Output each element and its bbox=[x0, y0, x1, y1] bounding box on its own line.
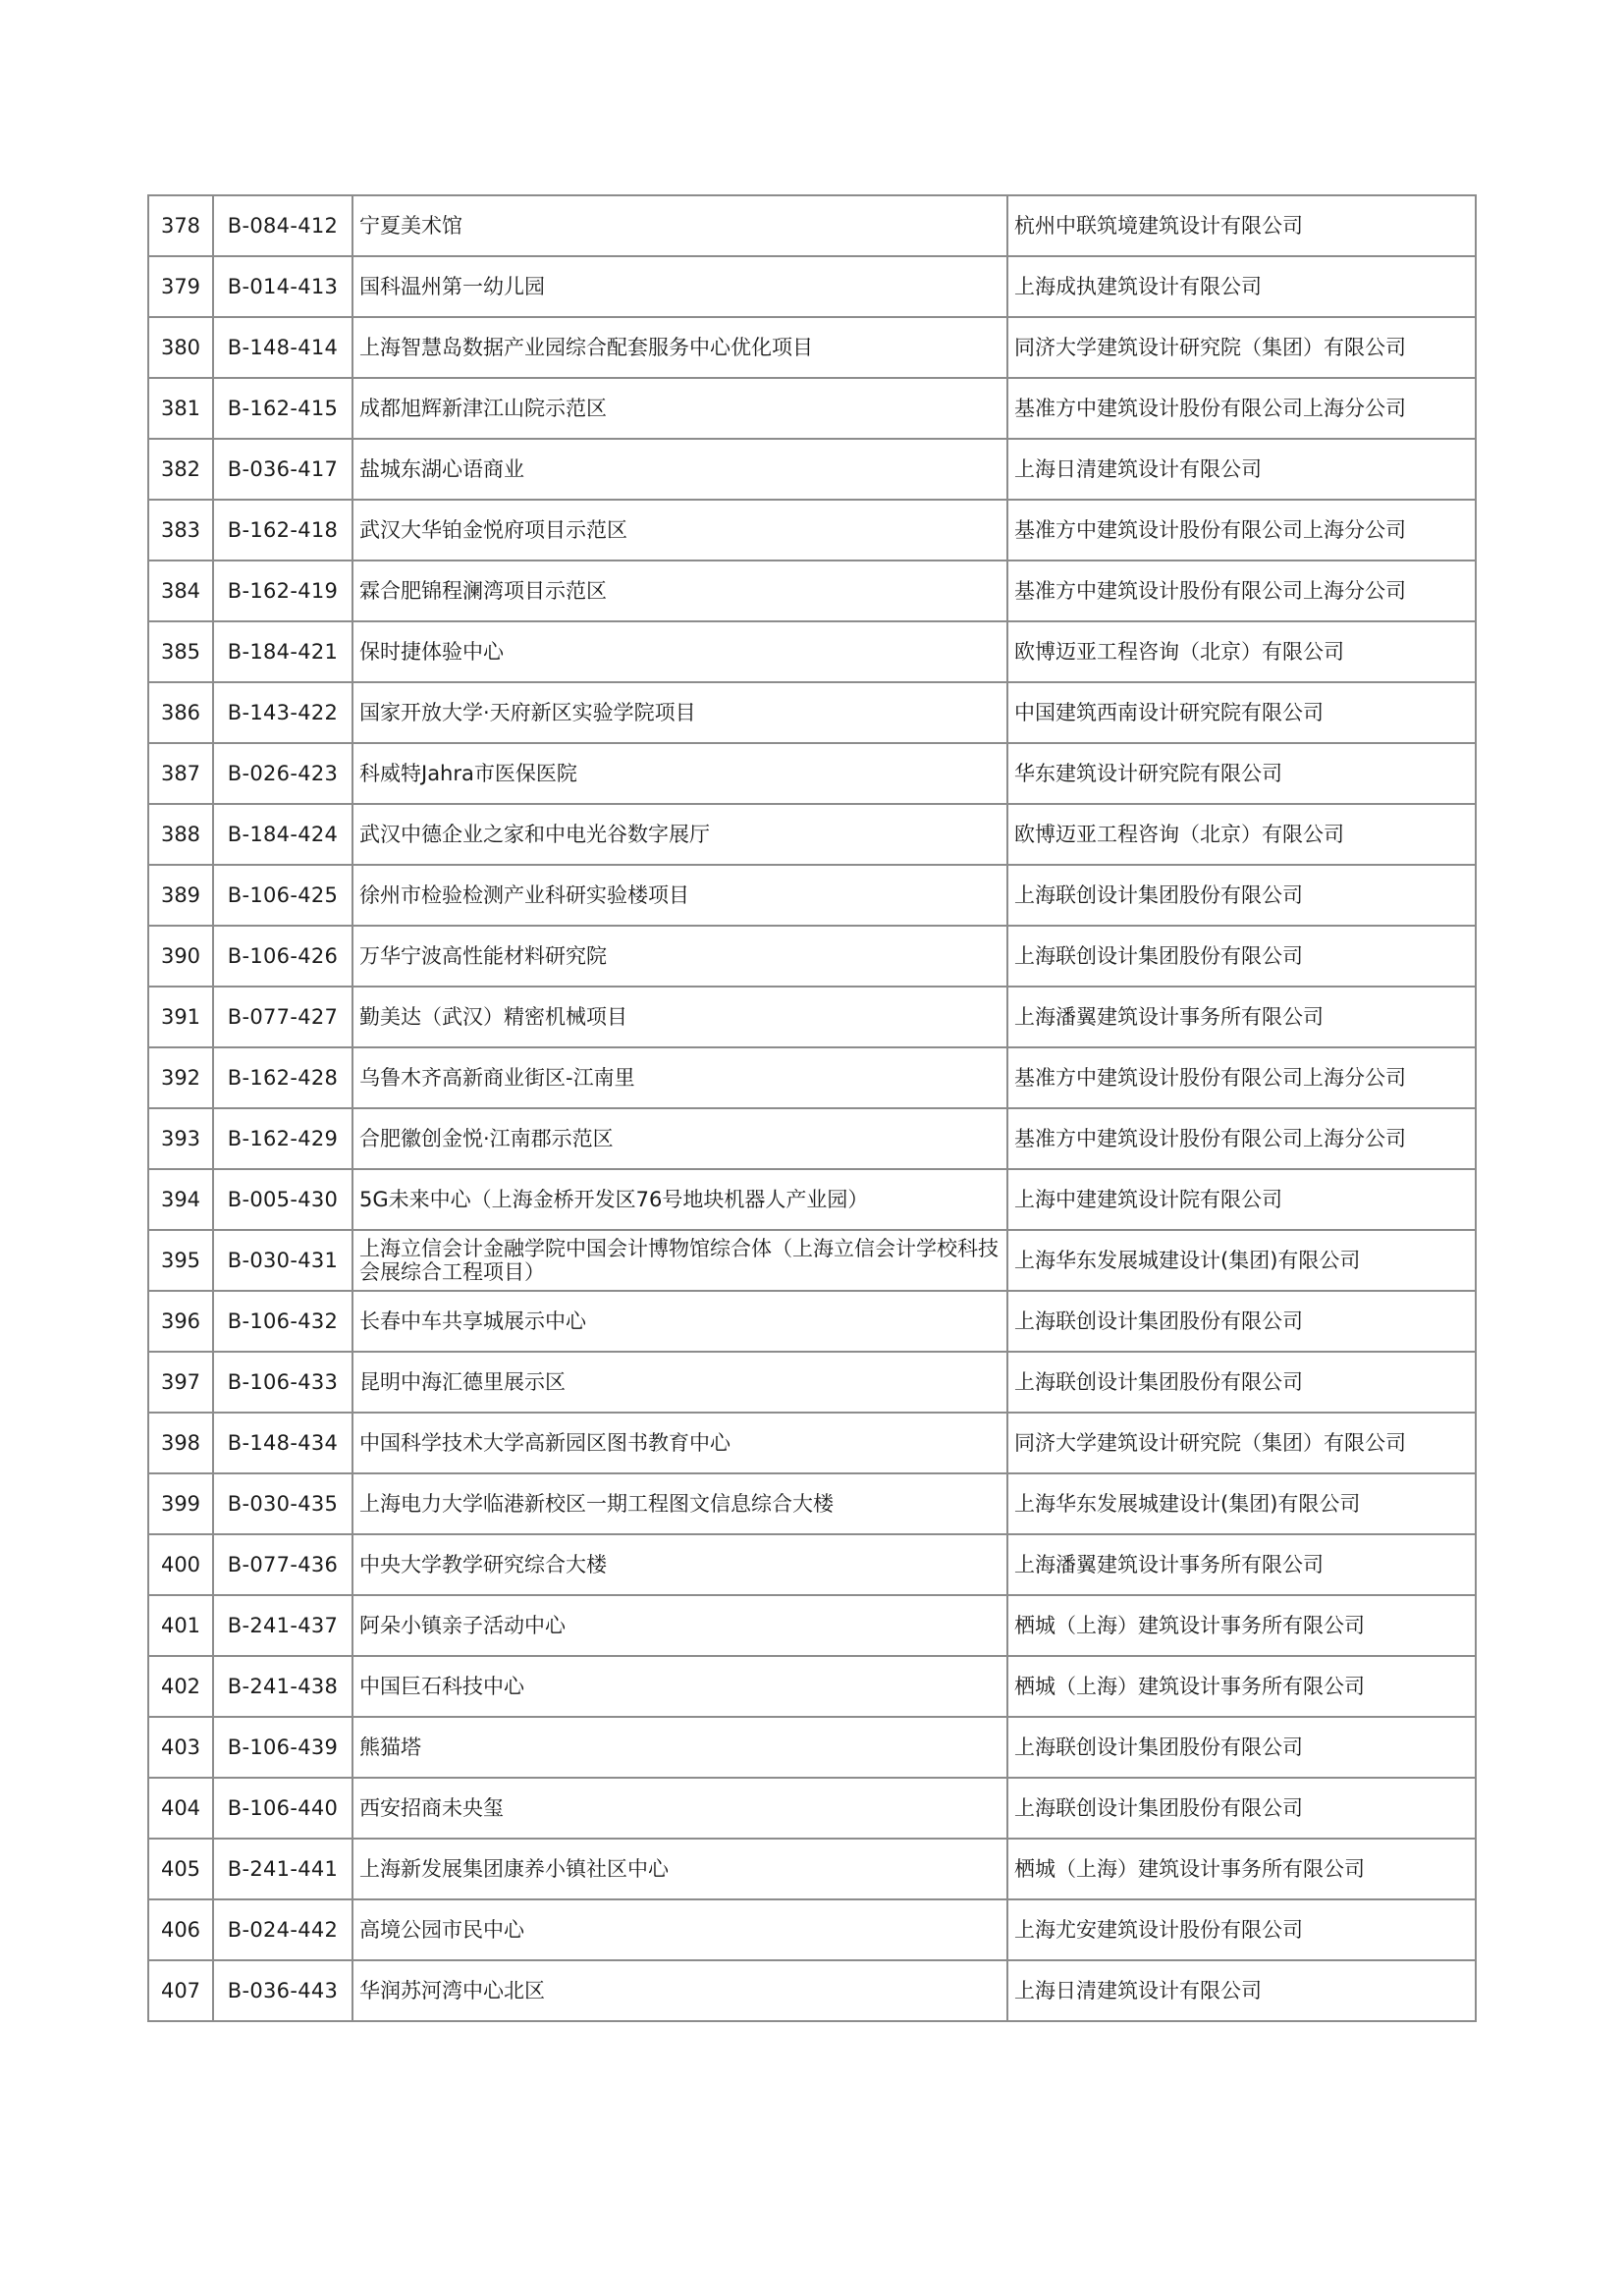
table-row bbox=[148, 1230, 1476, 1291]
table-row bbox=[148, 804, 1476, 865]
company-name: 同济大学建筑设计研究院（集团）有限公司 bbox=[1007, 317, 1476, 378]
table-row bbox=[148, 1717, 1476, 1778]
project-name: 上海新发展集团康养小镇社区中心 bbox=[352, 1839, 1007, 1899]
row-number: 378 bbox=[148, 195, 213, 256]
table-row bbox=[148, 1047, 1476, 1108]
table-row bbox=[148, 1534, 1476, 1595]
row-number: 387 bbox=[148, 743, 213, 804]
row-number: 390 bbox=[148, 926, 213, 987]
project-code: B-184-421 bbox=[213, 621, 352, 682]
row-number: 403 bbox=[148, 1717, 213, 1778]
row-number: 402 bbox=[148, 1656, 213, 1717]
project-table bbox=[147, 194, 1477, 2022]
project-name: 宁夏美术馆 bbox=[352, 195, 1007, 256]
table-row bbox=[148, 1413, 1476, 1473]
company-name: 上海联创设计集团股份有限公司 bbox=[1007, 926, 1476, 987]
project-name: 上海电力大学临港新校区一期工程图文信息综合大楼 bbox=[352, 1473, 1007, 1534]
project-code: B-241-438 bbox=[213, 1656, 352, 1717]
project-name: 武汉大华铂金悦府项目示范区 bbox=[352, 500, 1007, 561]
row-number: 398 bbox=[148, 1413, 213, 1473]
row-number: 382 bbox=[148, 439, 213, 500]
row-number: 397 bbox=[148, 1352, 213, 1413]
project-code: B-106-439 bbox=[213, 1717, 352, 1778]
project-name: 昆明中海汇德里展示区 bbox=[352, 1352, 1007, 1413]
row-number: 394 bbox=[148, 1169, 213, 1230]
project-name: 5G未来中心（上海金桥开发区76号地块机器人产业园） bbox=[352, 1169, 1007, 1230]
company-name: 上海日清建筑设计有限公司 bbox=[1007, 1960, 1476, 2021]
row-number: 388 bbox=[148, 804, 213, 865]
company-name: 上海联创设计集团股份有限公司 bbox=[1007, 1352, 1476, 1413]
project-name: 中央大学教学研究综合大楼 bbox=[352, 1534, 1007, 1595]
row-number: 392 bbox=[148, 1047, 213, 1108]
row-number: 380 bbox=[148, 317, 213, 378]
project-code: B-162-419 bbox=[213, 561, 352, 621]
company-name: 上海联创设计集团股份有限公司 bbox=[1007, 1717, 1476, 1778]
project-name: 长春中车共享城展示中心 bbox=[352, 1291, 1007, 1352]
row-number: 399 bbox=[148, 1473, 213, 1534]
project-code: B-084-412 bbox=[213, 195, 352, 256]
company-name: 上海日清建筑设计有限公司 bbox=[1007, 439, 1476, 500]
row-number: 384 bbox=[148, 561, 213, 621]
table-row bbox=[148, 1778, 1476, 1839]
project-code: B-005-430 bbox=[213, 1169, 352, 1230]
project-code: B-162-429 bbox=[213, 1108, 352, 1169]
project-name: 国科温州第一幼儿园 bbox=[352, 256, 1007, 317]
project-code: B-148-414 bbox=[213, 317, 352, 378]
table-row bbox=[148, 743, 1476, 804]
project-name: 熊猫塔 bbox=[352, 1717, 1007, 1778]
project-name: 徐州市检验检测产业科研实验楼项目 bbox=[352, 865, 1007, 926]
company-name: 上海潘翼建筑设计事务所有限公司 bbox=[1007, 987, 1476, 1047]
company-name: 上海尤安建筑设计股份有限公司 bbox=[1007, 1899, 1476, 1960]
company-name: 基准方中建筑设计股份有限公司上海分公司 bbox=[1007, 500, 1476, 561]
project-name: 乌鲁木齐高新商业街区-江南里 bbox=[352, 1047, 1007, 1108]
table-row bbox=[148, 1291, 1476, 1352]
company-name: 欧博迈亚工程咨询（北京）有限公司 bbox=[1007, 804, 1476, 865]
table-row bbox=[148, 1960, 1476, 2021]
table-row bbox=[148, 987, 1476, 1047]
row-number: 381 bbox=[148, 378, 213, 439]
company-name: 华东建筑设计研究院有限公司 bbox=[1007, 743, 1476, 804]
project-code: B-162-415 bbox=[213, 378, 352, 439]
project-code: B-143-422 bbox=[213, 682, 352, 743]
table-row bbox=[148, 439, 1476, 500]
project-name: 勤美达（武汉）精密机械项目 bbox=[352, 987, 1007, 1047]
project-code: B-077-436 bbox=[213, 1534, 352, 1595]
project-code: B-162-418 bbox=[213, 500, 352, 561]
row-number: 407 bbox=[148, 1960, 213, 2021]
project-name: 中国科学技术大学高新园区图书教育中心 bbox=[352, 1413, 1007, 1473]
company-name: 欧博迈亚工程咨询（北京）有限公司 bbox=[1007, 621, 1476, 682]
project-code: B-030-435 bbox=[213, 1473, 352, 1534]
company-name: 上海中建建筑设计院有限公司 bbox=[1007, 1169, 1476, 1230]
row-number: 406 bbox=[148, 1899, 213, 1960]
project-code: B-106-426 bbox=[213, 926, 352, 987]
project-code: B-106-433 bbox=[213, 1352, 352, 1413]
table-row bbox=[148, 1473, 1476, 1534]
company-name: 同济大学建筑设计研究院（集团）有限公司 bbox=[1007, 1413, 1476, 1473]
table-row bbox=[148, 1839, 1476, 1899]
company-name: 上海潘翼建筑设计事务所有限公司 bbox=[1007, 1534, 1476, 1595]
project-code: B-162-428 bbox=[213, 1047, 352, 1108]
project-name: 保时捷体验中心 bbox=[352, 621, 1007, 682]
table-row bbox=[148, 682, 1476, 743]
table-row bbox=[148, 1595, 1476, 1656]
project-name: 国家开放大学·天府新区实验学院项目 bbox=[352, 682, 1007, 743]
project-name: 高境公园市民中心 bbox=[352, 1899, 1007, 1960]
table-row bbox=[148, 621, 1476, 682]
row-number: 404 bbox=[148, 1778, 213, 1839]
company-name: 基准方中建筑设计股份有限公司上海分公司 bbox=[1007, 378, 1476, 439]
table-row bbox=[148, 865, 1476, 926]
project-name: 科威特Jahra市医保医院 bbox=[352, 743, 1007, 804]
row-number: 401 bbox=[148, 1595, 213, 1656]
company-name: 上海成执建筑设计有限公司 bbox=[1007, 256, 1476, 317]
row-number: 386 bbox=[148, 682, 213, 743]
row-number: 400 bbox=[148, 1534, 213, 1595]
project-code: B-014-413 bbox=[213, 256, 352, 317]
project-name: 霖合肥锦程澜湾项目示范区 bbox=[352, 561, 1007, 621]
table-row bbox=[148, 1108, 1476, 1169]
project-name: 中国巨石科技中心 bbox=[352, 1656, 1007, 1717]
project-code: B-106-440 bbox=[213, 1778, 352, 1839]
project-code: B-077-427 bbox=[213, 987, 352, 1047]
company-name: 上海华东发展城建设计(集团)有限公司 bbox=[1007, 1230, 1476, 1291]
company-name: 上海联创设计集团股份有限公司 bbox=[1007, 865, 1476, 926]
table-row bbox=[148, 1899, 1476, 1960]
project-code: B-184-424 bbox=[213, 804, 352, 865]
project-code: B-241-441 bbox=[213, 1839, 352, 1899]
project-name: 成都旭辉新津江山院示范区 bbox=[352, 378, 1007, 439]
project-name: 华润苏河湾中心北区 bbox=[352, 1960, 1007, 2021]
company-name: 栖城（上海）建筑设计事务所有限公司 bbox=[1007, 1656, 1476, 1717]
row-number: 389 bbox=[148, 865, 213, 926]
row-number: 391 bbox=[148, 987, 213, 1047]
table-row bbox=[148, 378, 1476, 439]
table-row bbox=[148, 1656, 1476, 1717]
project-name: 盐城东湖心语商业 bbox=[352, 439, 1007, 500]
table-row bbox=[148, 195, 1476, 256]
project-name: 万华宁波高性能材料研究院 bbox=[352, 926, 1007, 987]
project-code: B-036-443 bbox=[213, 1960, 352, 2021]
row-number: 383 bbox=[148, 500, 213, 561]
project-code: B-026-423 bbox=[213, 743, 352, 804]
company-name: 基准方中建筑设计股份有限公司上海分公司 bbox=[1007, 1047, 1476, 1108]
company-name: 杭州中联筑境建筑设计有限公司 bbox=[1007, 195, 1476, 256]
project-name: 阿朵小镇亲子活动中心 bbox=[352, 1595, 1007, 1656]
table-row bbox=[148, 561, 1476, 621]
project-code: B-024-442 bbox=[213, 1899, 352, 1960]
project-code: B-030-431 bbox=[213, 1230, 352, 1291]
project-code: B-241-437 bbox=[213, 1595, 352, 1656]
row-number: 393 bbox=[148, 1108, 213, 1169]
project-code: B-036-417 bbox=[213, 439, 352, 500]
table-row bbox=[148, 317, 1476, 378]
project-name: 上海智慧岛数据产业园综合配套服务中心优化项目 bbox=[352, 317, 1007, 378]
table-row bbox=[148, 500, 1476, 561]
project-name: 武汉中德企业之家和中电光谷数字展厅 bbox=[352, 804, 1007, 865]
company-name: 基准方中建筑设计股份有限公司上海分公司 bbox=[1007, 561, 1476, 621]
table-row bbox=[148, 926, 1476, 987]
company-name: 栖城（上海）建筑设计事务所有限公司 bbox=[1007, 1839, 1476, 1899]
project-code: B-106-432 bbox=[213, 1291, 352, 1352]
row-number: 385 bbox=[148, 621, 213, 682]
row-number: 405 bbox=[148, 1839, 213, 1899]
company-name: 上海联创设计集团股份有限公司 bbox=[1007, 1291, 1476, 1352]
company-name: 栖城（上海）建筑设计事务所有限公司 bbox=[1007, 1595, 1476, 1656]
table-row bbox=[148, 1352, 1476, 1413]
company-name: 上海华东发展城建设计(集团)有限公司 bbox=[1007, 1473, 1476, 1534]
table-row bbox=[148, 1169, 1476, 1230]
row-number: 396 bbox=[148, 1291, 213, 1352]
table-row bbox=[148, 256, 1476, 317]
project-name: 西安招商未央玺 bbox=[352, 1778, 1007, 1839]
project-code: B-106-425 bbox=[213, 865, 352, 926]
company-name: 基准方中建筑设计股份有限公司上海分公司 bbox=[1007, 1108, 1476, 1169]
company-name: 中国建筑西南设计研究院有限公司 bbox=[1007, 682, 1476, 743]
project-name: 上海立信会计金融学院中国会计博物馆综合体（上海立信会计学校科技会展综合工程项目） bbox=[352, 1230, 1007, 1291]
project-name: 合肥徽创金悦·江南郡示范区 bbox=[352, 1108, 1007, 1169]
row-number: 379 bbox=[148, 256, 213, 317]
project-code: B-148-434 bbox=[213, 1413, 352, 1473]
row-number: 395 bbox=[148, 1230, 213, 1291]
project-table-body bbox=[148, 195, 1476, 2021]
company-name: 上海联创设计集团股份有限公司 bbox=[1007, 1778, 1476, 1839]
